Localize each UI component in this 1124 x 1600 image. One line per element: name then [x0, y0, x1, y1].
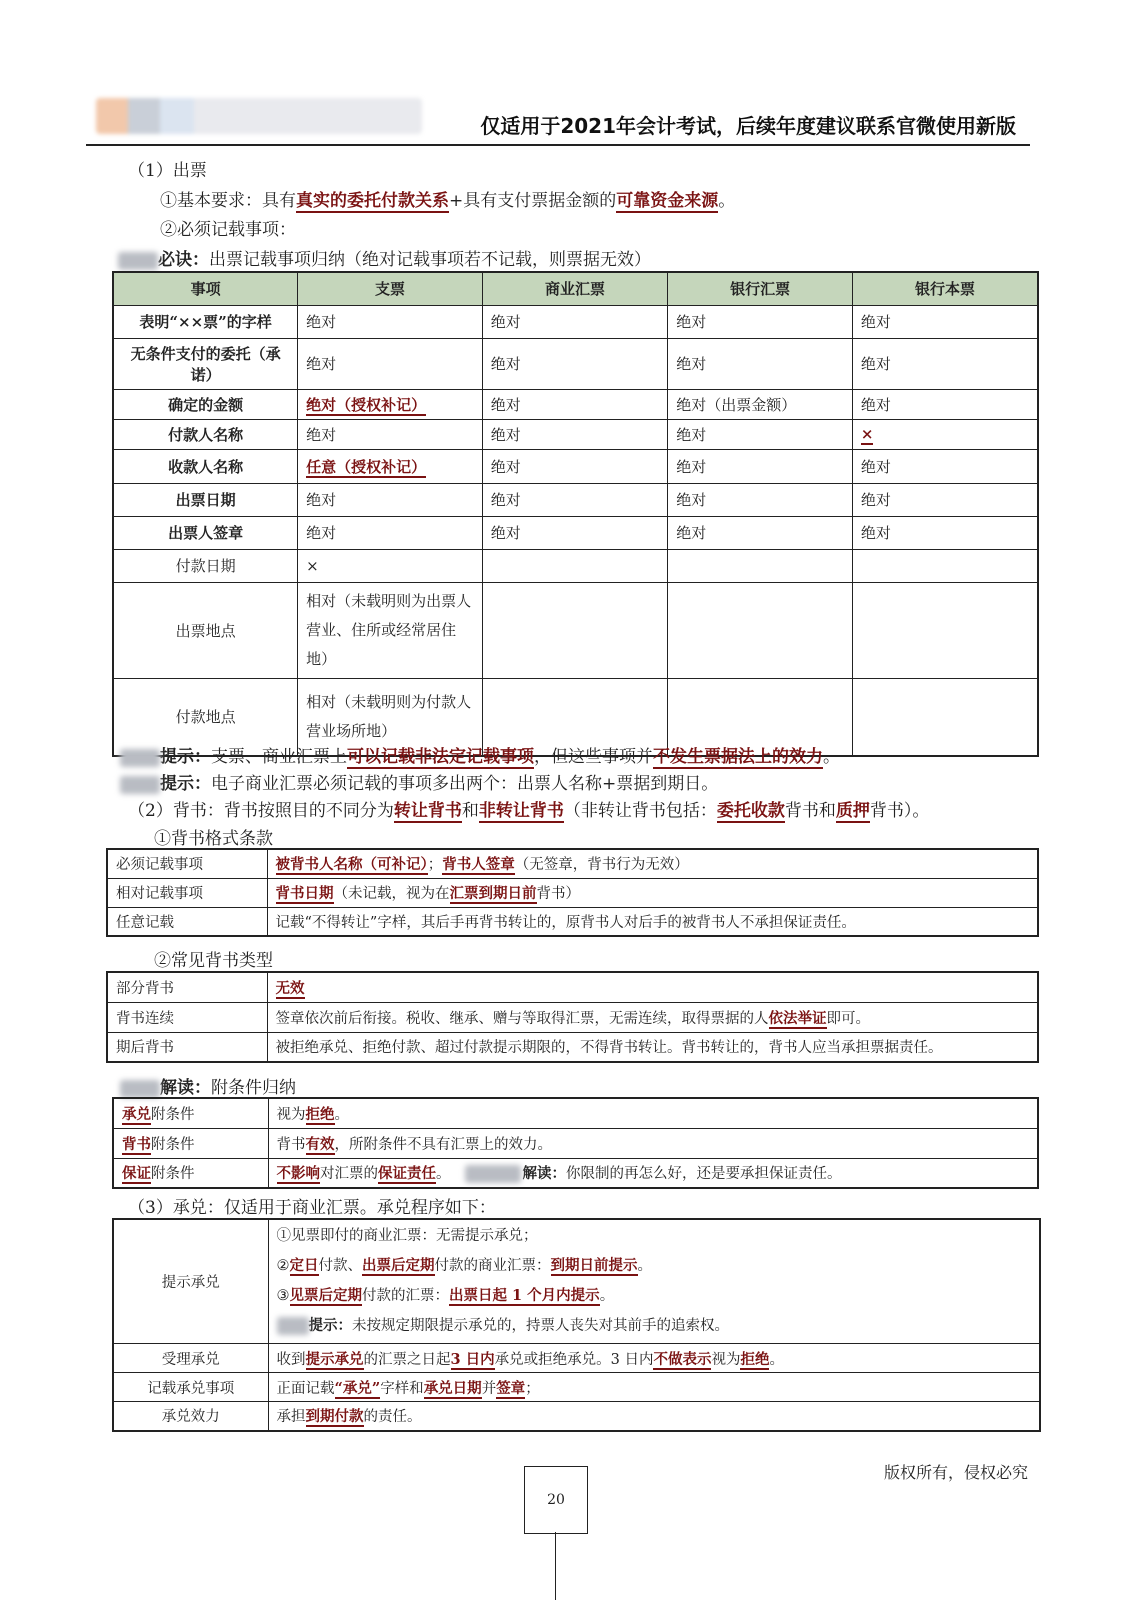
table-row: 任意记载 记载“不得转让”字样，其后手再背书转让的，原背书人对后手的被背书人不承担保证责任。: [107, 907, 1038, 936]
table-row: 相对记载事项 背书日期（未记载，视为在汇票到期日前背书）: [107, 878, 1038, 907]
tip-1: 提示：支票、商业汇票上可以记载非法定记载事项，但这些事项并不发生票据法上的效力。: [120, 742, 840, 767]
table-header: 商业汇票: [482, 272, 668, 305]
table-row: 保证附条件 不影响对汇票的保证责任。 解读：你限制的再怎么好，还是要承担保证责任。: [113, 1158, 1038, 1188]
header-logo-blurred: [96, 98, 422, 134]
table-row: 期后背书 被拒绝承兑、拒绝付款、超过付款提示期限的，不得背书转让。背书转让的，背书人应当承担票据责任。: [107, 1032, 1038, 1062]
table-row: 表明“××票”的字样 绝对 绝对 绝对 绝对: [113, 305, 1038, 338]
table-row: 背书附条件 背书有效，所附条件不具有汇票上的效力。: [113, 1128, 1038, 1158]
tip-2: 提示：电子商业汇票必须记载的事项多出两个：出票人名称+票据到期日。: [120, 769, 718, 794]
table-row: 付款人名称 绝对 绝对 绝对 ×: [113, 419, 1038, 449]
endorse-format-heading: ①背书格式条款: [154, 829, 273, 849]
table-row: 背书连续 签章依次前后衔接。税收、继承、赠与等取得汇票，无需连续，取得票据的人依法举证即可。: [107, 1002, 1038, 1032]
page-number-stem: [555, 1532, 556, 1600]
endorse-format-table: [106, 848, 1039, 937]
copyright-notice: 版权所有，侵权必究: [883, 1463, 1028, 1482]
table-row: 记载承兑事项 正面记载“承兑”字样和承兑日期并签章；: [113, 1373, 1040, 1402]
table-row: 确定的金额 绝对（授权补记） 绝对 绝对（出票金额） 绝对: [113, 389, 1038, 419]
table-header: 银行汇票: [668, 272, 853, 305]
condition-heading: 解读：附条件归纳: [120, 1073, 296, 1098]
table-row: 部分背书 无效: [107, 972, 1038, 1002]
basic-requirement: ①基本要求：具有真实的委托付款关系+具有支付票据金额的可靠资金来源。: [160, 191, 736, 211]
mnemonic-line: 必诀：出票记载事项归纳（绝对记载事项若不记载，则票据无效）: [118, 245, 651, 270]
table-row: 收款人名称 任意（授权补记） 绝对 绝对 绝对: [113, 449, 1038, 483]
table-row: 受理承兑 收到提示承兑的汇票之日起3 日内承兑或拒绝承兑。3 日内不做表示视为拒绝。: [113, 1344, 1040, 1373]
conditions-table: [112, 1097, 1039, 1189]
table-row: 付款地点 相对（未载明则为付款人营业场所地）: [113, 678, 1038, 756]
table-row: 付款日期 ×: [113, 549, 1038, 582]
section-3-heading: （3）承兑：仅适用于商业汇票。承兑程序如下：: [128, 1198, 496, 1218]
table-header: 银行本票: [852, 272, 1038, 305]
table-row: 提示承兑 ①见票即付的商业汇票：无需提示承兑； ②定日付款、出票后定期付款的商业汇票：到期日前提示。 ③见票后定期付款的汇票：出票日起 1 个月内提示。 提示：未按规定期限提示承兑的，持票人丧失对其前手的追索权。: [113, 1219, 1040, 1344]
endorse-types-heading: ②常见背书类型: [154, 951, 273, 971]
issuance-items-table: [112, 271, 1039, 757]
table-row: 承兑附条件 视为拒绝。: [113, 1098, 1038, 1128]
section-1-heading: （1）出票: [128, 161, 207, 181]
table-row: 无条件支付的委托（承诺） 绝对 绝对 绝对 绝对: [113, 338, 1038, 389]
table-row: 出票地点 相对（未载明则为出票人营业、住所或经常居住地）: [113, 582, 1038, 678]
table-header: 支票: [298, 272, 483, 305]
page-number: 20: [524, 1466, 588, 1534]
section-2-heading: （2）背书：背书按照目的不同分为转让背书和非转让背书（非转让背书包括：委托收款背书和质押背书）。: [128, 801, 930, 821]
acceptance-table: [112, 1218, 1041, 1432]
header-title: 仅适用于2021年会计考试，后续年度建议联系官微使用新版: [480, 114, 1016, 138]
table-row: 出票人签章 绝对 绝对 绝对 绝对: [113, 516, 1038, 549]
table-row: 承兑效力 承担到期付款的责任。: [113, 1402, 1040, 1431]
table-row: 必须记载事项 被背书人名称（可补记）；背书人签章（无签章，背书行为无效）: [107, 849, 1038, 878]
table-header: 事项: [113, 272, 298, 305]
endorse-types-table: [106, 971, 1039, 1063]
must-record-items: ②必须记载事项：: [160, 220, 296, 240]
blurred-label: [118, 252, 158, 270]
table-row: 出票日期 绝对 绝对 绝对 绝对: [113, 483, 1038, 516]
header-divider: [86, 144, 1030, 146]
